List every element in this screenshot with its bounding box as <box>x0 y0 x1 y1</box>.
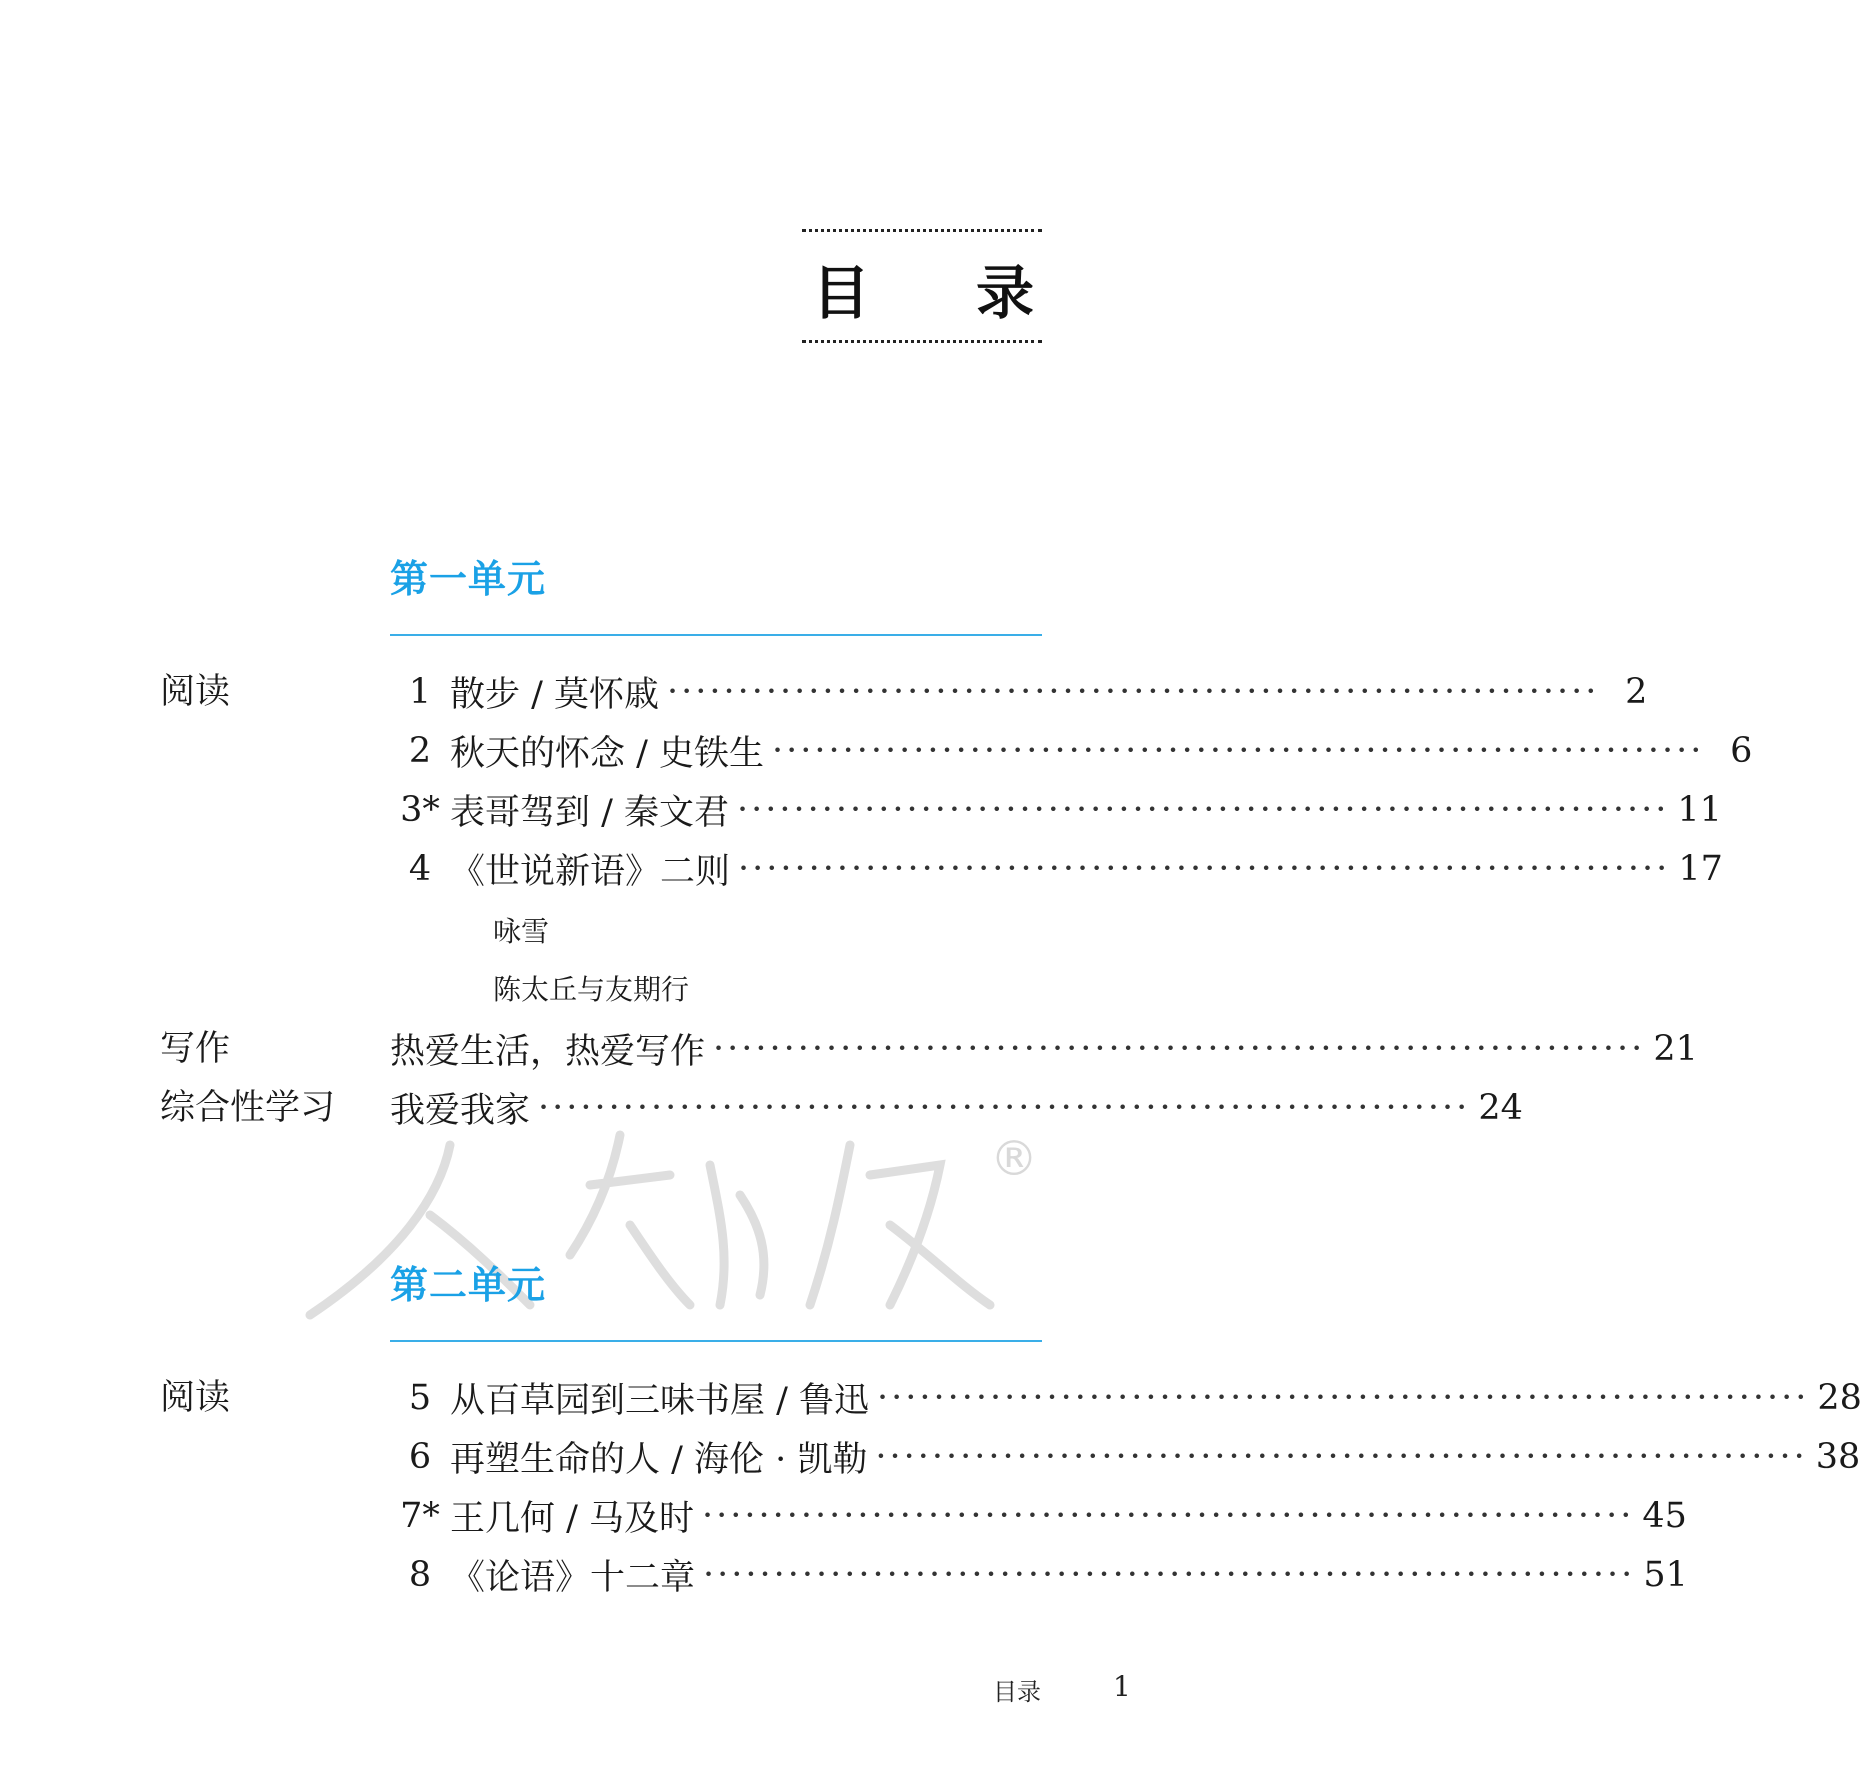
dot-leader: ·································································· <box>738 849 1671 889</box>
page-number: 11 <box>1677 790 1722 830</box>
toc-entry-integrated-study[interactable] <box>390 1084 1523 1132</box>
lesson-title: 散步 / 莫怀戚 <box>450 675 660 715</box>
unit-1-section-writing-label: 写作 <box>160 1029 231 1069</box>
toc-entry-2[interactable] <box>390 727 1753 775</box>
footer-section-label: 目录 <box>993 1678 1041 1706</box>
toc-entry-1[interactable] <box>390 668 1648 716</box>
unit-1-section-integrated-label: 综合性学习 <box>160 1088 336 1128</box>
page-number: 21 <box>1653 1029 1698 1069</box>
unit-1-section-reading-label: 阅读 <box>160 672 231 712</box>
lesson-number: 5 <box>408 1378 432 1418</box>
toc-entry-writing[interactable] <box>390 1025 1698 1073</box>
lesson-title: 再塑生命的人 / 海伦 · 凯勒 <box>450 1440 868 1480</box>
unit-1-rule <box>390 634 1042 636</box>
page-number: 24 <box>1478 1088 1523 1128</box>
lesson-number: 6 <box>408 1437 432 1477</box>
unit-1-title: 第一单元 <box>390 557 547 601</box>
page-number: 38 <box>1815 1437 1861 1477</box>
unit-2-title: 第二单元 <box>390 1263 547 1307</box>
toc-subentry-yongxue[interactable]: 咏雪 <box>493 915 550 948</box>
dot-leader: ·································································· <box>703 1555 1636 1595</box>
toc-entry-6[interactable] <box>390 1433 1861 1481</box>
lesson-title: 从百草园到三味书屋 / 鲁迅 <box>450 1381 870 1421</box>
unit-2-section-reading-label: 阅读 <box>160 1378 231 1418</box>
dot-leader: ·································································· <box>667 672 1600 712</box>
lesson-number: 7* <box>400 1496 440 1536</box>
dot-leader: ·································································· <box>772 731 1705 771</box>
dot-leader: ·································································· <box>702 1496 1635 1536</box>
lesson-number: 2 <box>408 731 432 771</box>
toc-entry-3[interactable] <box>390 786 1722 834</box>
dot-leader: ·································································· <box>877 1378 1810 1418</box>
entry-title: 我爱我家 <box>390 1091 531 1131</box>
page-title-left-char: 目 <box>812 259 871 327</box>
page-title-right-char: 录 <box>975 259 1034 327</box>
unit-2-rule <box>390 1340 1042 1342</box>
title-top-dotted-rule <box>802 229 1042 232</box>
footer-page-number: 1 <box>1113 1670 1131 1703</box>
dot-leader: ·································································· <box>737 790 1670 830</box>
page-number: 6 <box>1730 731 1753 771</box>
toc-entry-8[interactable] <box>390 1551 1688 1599</box>
lesson-title: 王几何 / 马及时 <box>450 1499 695 1539</box>
lesson-title: 《论语》十二章 <box>450 1558 696 1598</box>
dot-leader: ·································································· <box>538 1088 1471 1128</box>
lesson-number: 4 <box>408 849 432 889</box>
title-bottom-dotted-rule <box>802 340 1042 343</box>
page-number: 51 <box>1643 1555 1688 1595</box>
lesson-number: 1 <box>408 672 432 712</box>
page-number: 2 <box>1625 672 1648 712</box>
entry-title: 热爱生活，热爱写作 <box>390 1032 706 1072</box>
dot-leader: ·································································· <box>875 1437 1808 1477</box>
dot-leader: ·································································· <box>713 1029 1646 1069</box>
page-title <box>812 248 1034 328</box>
lesson-title: 《世说新语》二则 <box>450 852 731 892</box>
lesson-number: 8 <box>408 1555 432 1595</box>
page-number: 28 <box>1817 1378 1862 1418</box>
lesson-number: 3* <box>400 790 440 830</box>
toc-entry-5[interactable] <box>390 1374 1862 1422</box>
toc-subentry-chentaiqiu[interactable]: 陈太丘与友期行 <box>493 973 690 1006</box>
watermark-registered-mark: ® <box>990 1131 1038 1187</box>
lesson-title: 秋天的怀念 / 史铁生 <box>450 734 765 774</box>
page-number: 45 <box>1642 1496 1687 1536</box>
toc-entry-7[interactable] <box>390 1492 1687 1540</box>
toc-entry-4[interactable] <box>390 845 1723 893</box>
lesson-title: 表哥驾到 / 秦文君 <box>450 793 730 833</box>
page-number: 17 <box>1678 849 1723 889</box>
